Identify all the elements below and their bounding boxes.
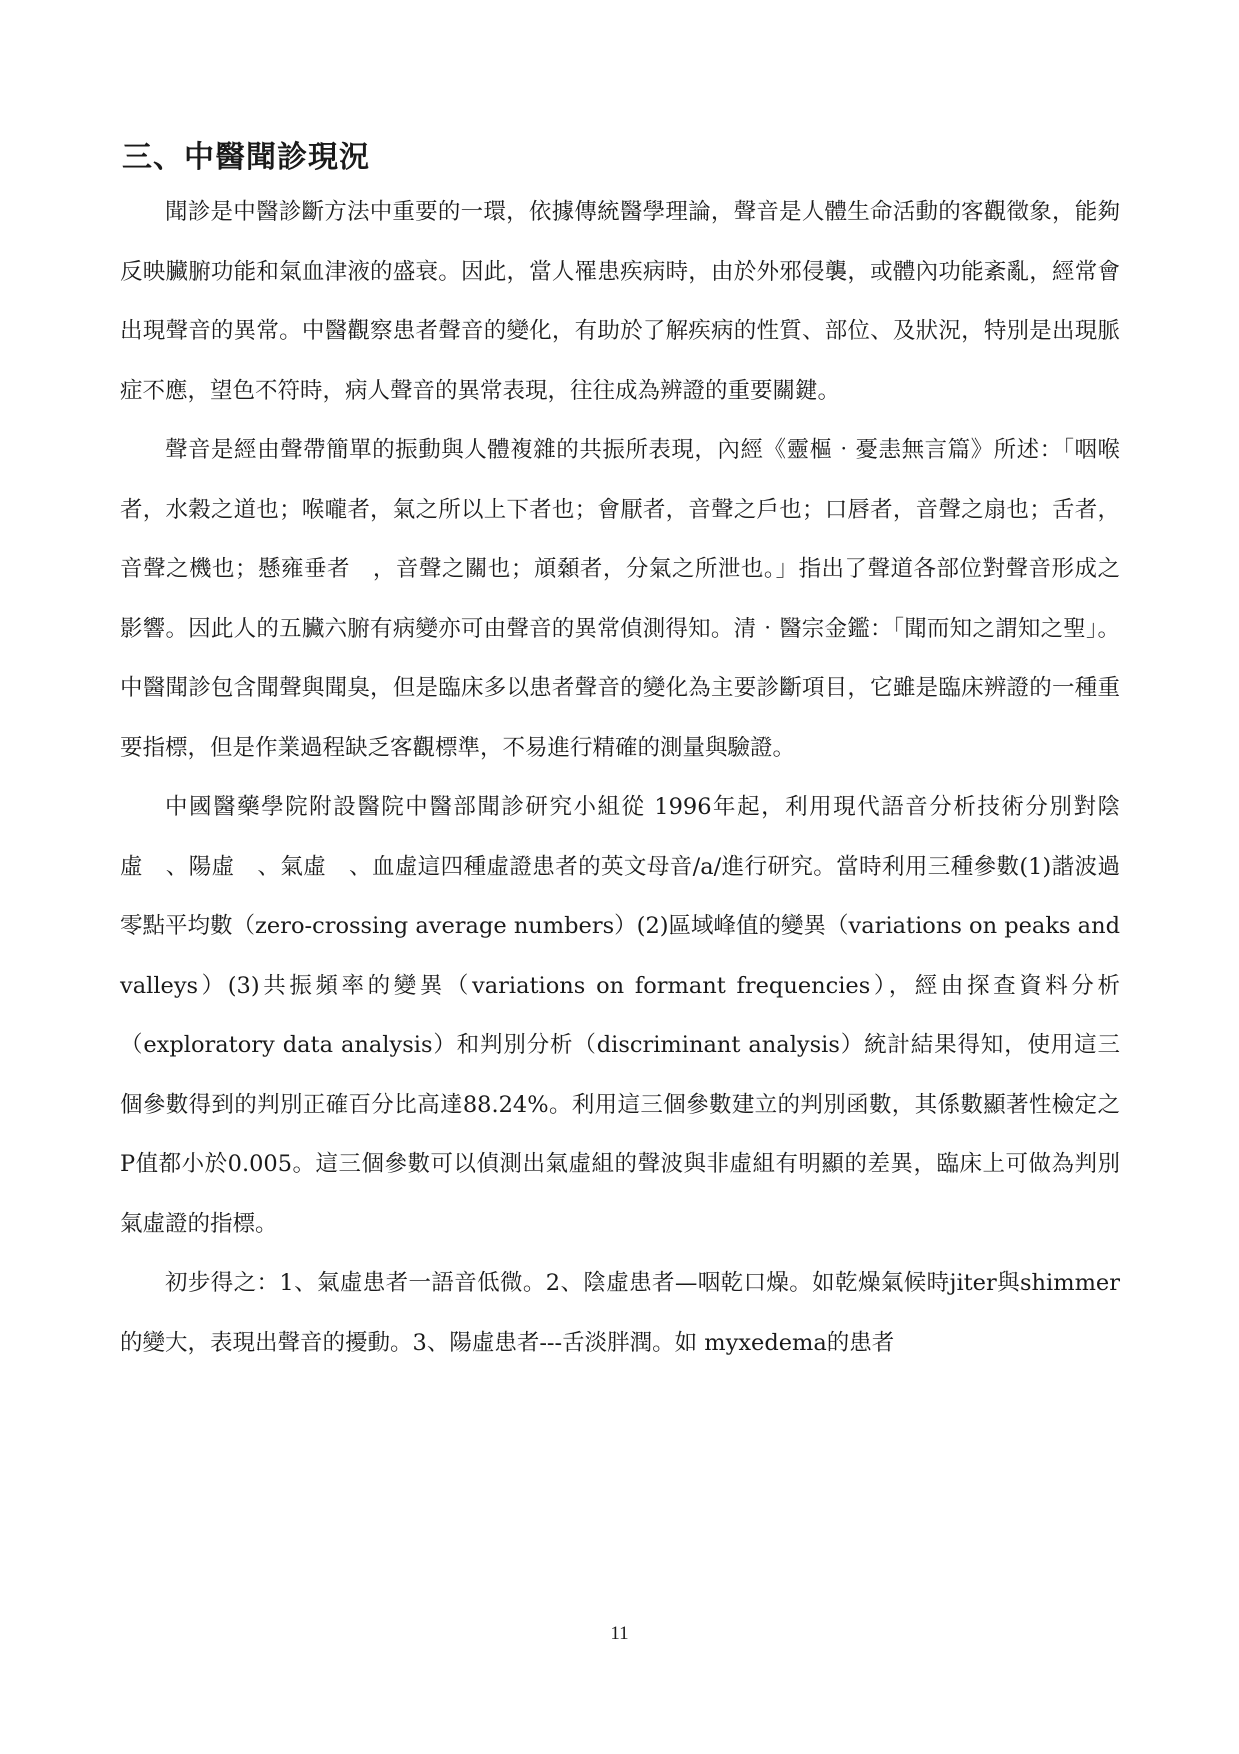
body-text <box>120 183 1120 1373</box>
paragraph-auscultation-intro: 聞診是中醫診斷方法中重要的一環，依據傳統醫學理論，聲音是人體生命活動的客觀徵象，能夠反映臟腑功能和氣血津液的盛衰。因此，當人罹患疾病時，由於外邪侵襲，或體內功能紊亂，經常會出現聲音的異常。中醫觀察患者聲音的變化，有助於了解疾病的性質、部位、及狀況，特別是出現脈症不應，望色不符時，病人聲音的異常表現，往往成為辨證的重要關鍵。 <box>120 199 1120 404</box>
paragraph-research-study: 中國醫藥學院附設醫院中醫部聞診研究小組從 1996年起，利用現代語音分析技術分別對陰虛 、陽虛 、氣虛 、血虛這四種虛證患者的英文母音/a/進行研究。當時利用三種參數(1)諧波過零點平均數（zero-crossing average numbers）(2)區域峰值的變異（variations on peaks and valleys）(3)共振頻率的變異（variations on formant frequencies），經由探查資料分析（exploratory data analysis）和判別分析（discriminant analysis）統計結果得知，使用這三個參數得到的判別正確百分比高達88.24%。利用這三個參數建立的判別函數，其係數顯著性檢定之P值都小於0.005。這三個參數可以偵測出氣虛組的聲波與非虛組有明顯的差異，臨床上可做為判別氣虛證的指標。 <box>120 794 1120 1237</box>
paragraph-preliminary-findings: 初步得之：1、氣虛患者一語音低微。2、陰虛患者—咽乾口燥。如乾燥氣候時jiter與shimmer的變大，表現出聲音的擾動。3、陽虛患者---舌淡胖潤。如 myxedema的患者 <box>120 1270 1120 1356</box>
paragraph-voice-classics: 聲音是經由聲帶簡單的振動與人體複雜的共振所表現，內經《靈樞‧憂恚無言篇》所述：「咽喉者，水穀之道也；喉嚨者，氣之所以上下者也；會厭者，音聲之戶也；口唇者，音聲之扇也；舌者，音聲之機也；懸雍垂者 ，音聲之關也；頏顙者，分氣之所泄也。」指出了聲道各部位對聲音形成之影響。因此人的五臟六腑有病變亦可由聲音的異常偵測得知。清‧醫宗金鑑：「聞而知之謂知之聖」。中醫聞診包含聞聲與聞臭，但是臨床多以患者聲音的變化為主要診斷項目，它雖是臨床辨證的一種重要指標，但是作業過程缺乏客觀標準，不易進行精確的測量與驗證。 <box>120 437 1120 761</box>
page-number: 11 <box>610 1623 629 1644</box>
section-title: 三、中醫聞診現況 <box>122 140 370 175</box>
